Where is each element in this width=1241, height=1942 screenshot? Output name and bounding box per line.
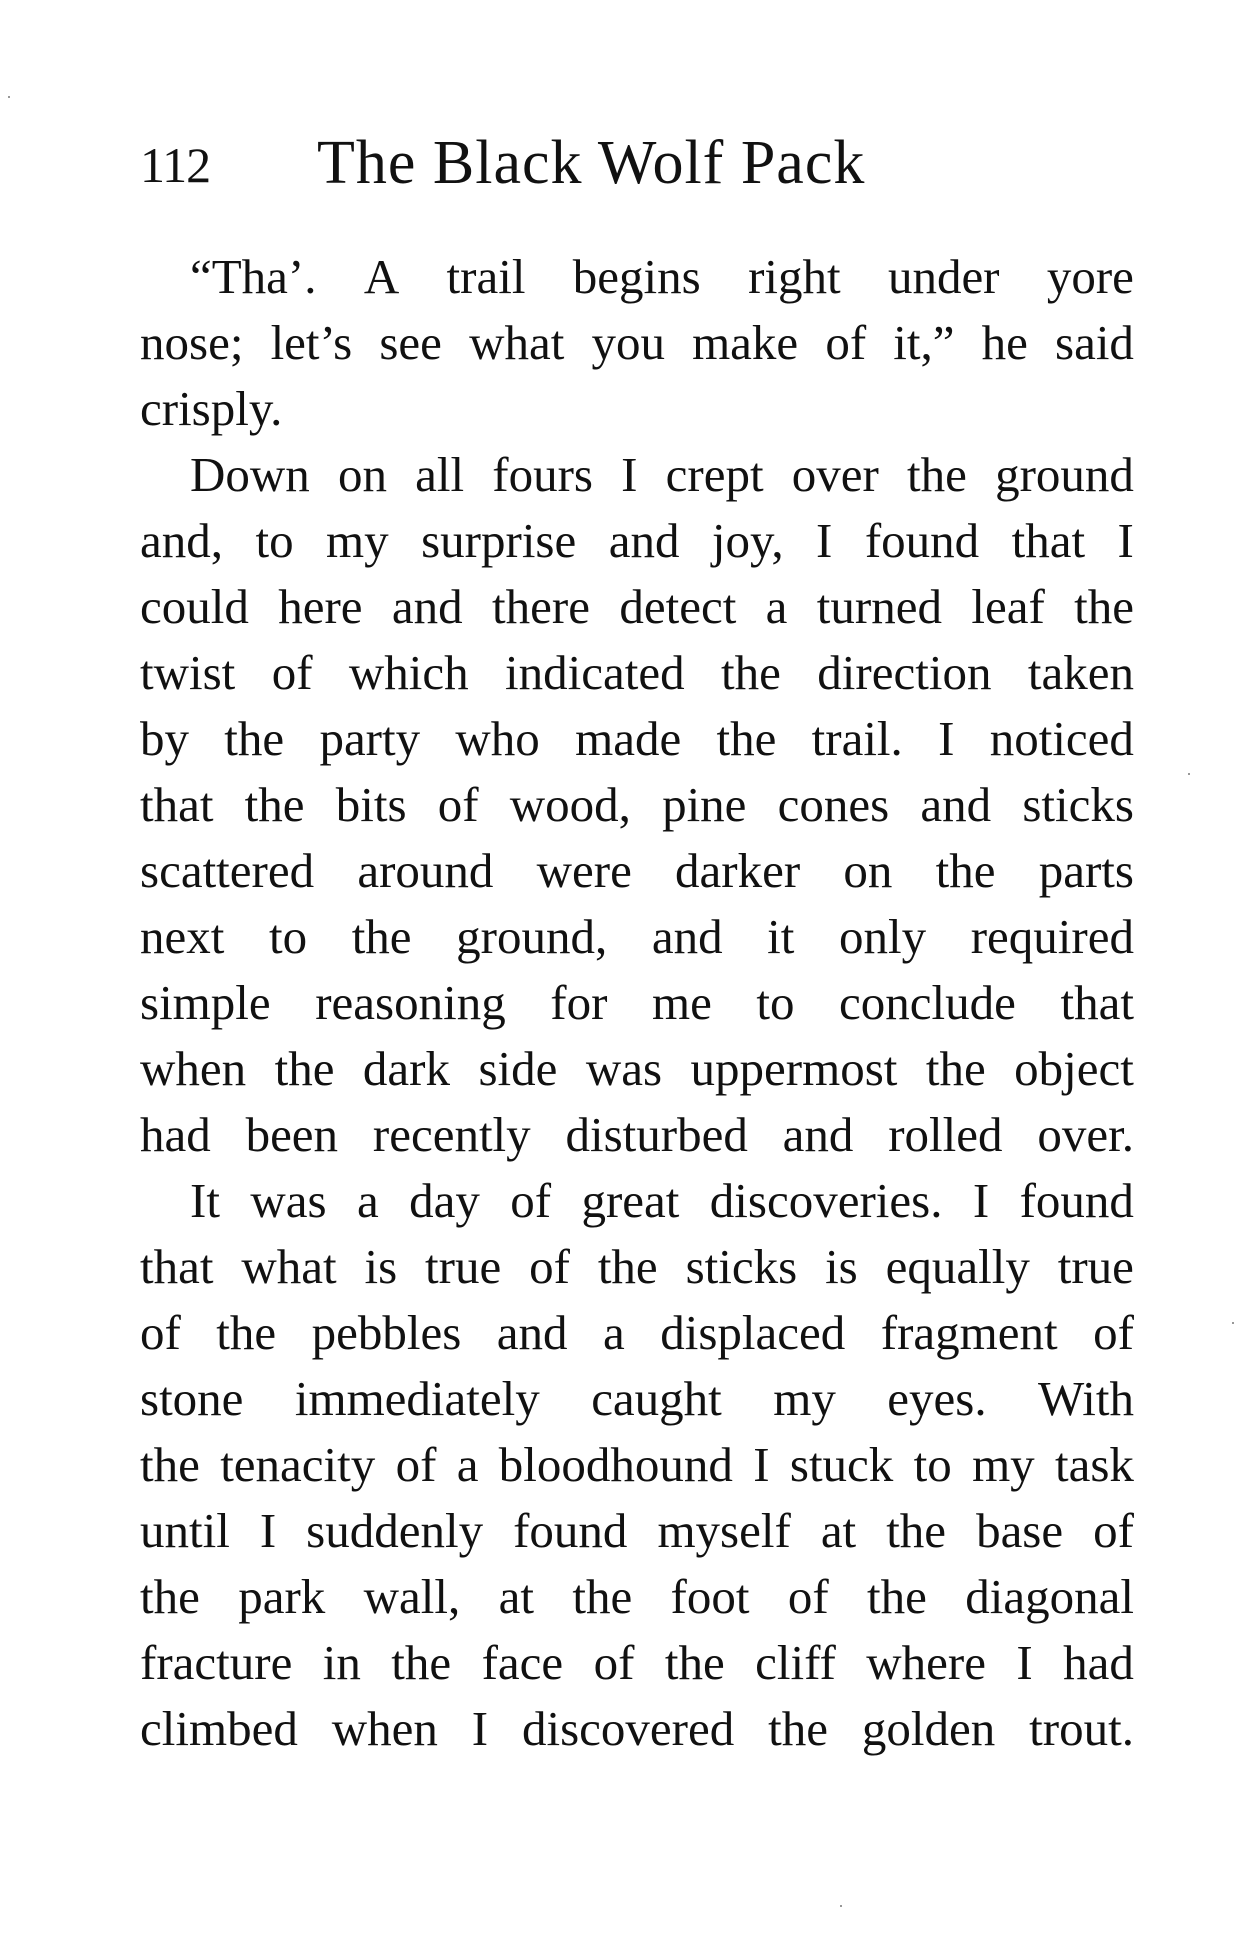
- word: the: [140, 1569, 200, 1624]
- word: who: [455, 711, 540, 766]
- word: the: [216, 1305, 277, 1360]
- scan-speck: [1188, 773, 1190, 775]
- word: surprise: [421, 513, 577, 568]
- word: park: [238, 1569, 326, 1624]
- word: my: [773, 1371, 836, 1426]
- text-line: [140, 310, 1134, 376]
- word: indicated: [505, 645, 685, 700]
- word: was: [585, 1041, 663, 1096]
- word: bloodhound: [498, 1437, 733, 1492]
- word: climbed: [140, 1701, 298, 1756]
- word: diagonal: [965, 1569, 1134, 1624]
- word: the: [224, 711, 285, 766]
- word: trail: [446, 249, 526, 304]
- word: displaced: [660, 1305, 846, 1360]
- word: of: [787, 1569, 829, 1624]
- word: until: [140, 1503, 230, 1558]
- word: face: [481, 1635, 564, 1690]
- page-number: 112: [140, 137, 211, 193]
- word: ground: [995, 447, 1134, 502]
- word: at: [498, 1569, 534, 1624]
- word: stuck: [789, 1437, 894, 1492]
- word: and: [651, 909, 723, 964]
- word: and: [496, 1305, 568, 1360]
- word: the: [664, 1635, 725, 1690]
- word: recently: [372, 1107, 531, 1162]
- word: here: [278, 579, 363, 634]
- word: of: [1093, 1503, 1134, 1558]
- word: the: [925, 1041, 986, 1096]
- word: on: [843, 843, 893, 898]
- word: great: [581, 1173, 680, 1228]
- word: was: [250, 1173, 327, 1228]
- word: nose;: [140, 315, 244, 370]
- word: of: [825, 315, 867, 370]
- word: of: [395, 1437, 437, 1492]
- word: next: [140, 909, 225, 964]
- word: that: [140, 1239, 214, 1294]
- scan-speck: [8, 96, 10, 98]
- word: on: [337, 447, 387, 502]
- word: that: [1060, 975, 1134, 1030]
- word: it,”: [893, 315, 955, 370]
- text-line: [140, 574, 1134, 640]
- word: the: [572, 1569, 633, 1624]
- word: that: [1011, 513, 1086, 568]
- word: day: [409, 1173, 480, 1228]
- word: I: [938, 711, 955, 766]
- word: required: [970, 909, 1134, 964]
- word: when: [140, 1041, 247, 1096]
- word: all: [415, 447, 465, 502]
- word: party: [319, 711, 421, 766]
- word: of: [593, 1635, 635, 1690]
- word: the: [351, 909, 412, 964]
- word: the: [721, 645, 781, 700]
- word: to: [756, 975, 795, 1030]
- word: over: [791, 447, 879, 502]
- word: wall,: [363, 1569, 461, 1624]
- word: to: [268, 909, 308, 964]
- word: A: [363, 249, 400, 304]
- text-line: [140, 970, 1134, 1036]
- word: ground,: [456, 909, 608, 964]
- word: were: [536, 843, 632, 898]
- word: simple: [140, 975, 271, 1030]
- word: the: [1074, 579, 1134, 634]
- word: fours: [492, 447, 593, 502]
- word: at: [820, 1503, 857, 1558]
- word: the: [716, 711, 777, 766]
- word: that: [140, 777, 214, 832]
- word: the: [140, 1437, 200, 1492]
- scan-speck: [1232, 1322, 1234, 1324]
- word: said: [1055, 315, 1134, 370]
- word: foot: [670, 1569, 750, 1624]
- text-line: [140, 442, 1134, 508]
- word: conclude: [839, 975, 1016, 1030]
- word: crisply.: [140, 381, 283, 436]
- word: dark: [362, 1041, 450, 1096]
- word: It: [190, 1173, 220, 1228]
- word: the: [597, 1239, 658, 1294]
- word: noticed: [989, 711, 1134, 766]
- word: golden: [861, 1701, 996, 1756]
- page-header: [140, 128, 1140, 208]
- word: reasoning: [315, 975, 506, 1030]
- word: of: [510, 1173, 552, 1228]
- word: suddenly: [306, 1503, 484, 1558]
- word: discoveries.: [709, 1173, 943, 1228]
- word: right: [748, 249, 841, 304]
- word: of: [140, 1305, 181, 1360]
- word: the: [244, 777, 305, 832]
- running-title: The Black Wolf Pack: [317, 129, 866, 197]
- word: detect: [619, 579, 737, 634]
- word: I: [621, 447, 638, 502]
- text-line: [140, 1168, 1134, 1234]
- text-line: [140, 1234, 1134, 1300]
- word: of: [271, 645, 313, 700]
- word: had: [140, 1107, 211, 1162]
- word: true: [1057, 1239, 1134, 1294]
- word: the: [935, 843, 996, 898]
- word: cliff: [755, 1635, 836, 1690]
- scan-speck: [840, 1905, 842, 1907]
- word: With: [1037, 1371, 1134, 1426]
- word: immediately: [294, 1371, 540, 1426]
- word: of: [1093, 1305, 1134, 1360]
- text-line: [140, 244, 1134, 310]
- word: of: [529, 1239, 570, 1294]
- word: the: [907, 447, 967, 502]
- word: a: [456, 1437, 479, 1492]
- word: I: [471, 1701, 489, 1756]
- word: over.: [1037, 1107, 1134, 1162]
- word: taken: [1027, 645, 1134, 700]
- word: of: [437, 777, 479, 832]
- word: by: [140, 711, 189, 766]
- word: me: [651, 975, 712, 1030]
- word: where: [866, 1635, 986, 1690]
- word: is: [825, 1239, 858, 1294]
- word: made: [575, 711, 682, 766]
- text-line: [140, 1036, 1134, 1102]
- word: the: [886, 1503, 947, 1558]
- word: task: [1055, 1437, 1134, 1492]
- word: had: [1063, 1635, 1134, 1690]
- word: and,: [140, 513, 223, 568]
- word: rolled: [888, 1107, 1003, 1162]
- word: make: [692, 315, 799, 370]
- word: disturbed: [565, 1107, 748, 1162]
- text-line: [140, 1564, 1134, 1630]
- word: found: [513, 1503, 628, 1558]
- word: side: [478, 1041, 558, 1096]
- word: the: [867, 1569, 927, 1624]
- word: crept: [665, 447, 764, 502]
- word: to: [913, 1437, 952, 1492]
- word: which: [348, 645, 469, 700]
- text-line: [140, 1432, 1134, 1498]
- text-line: [140, 838, 1134, 904]
- body-text: [140, 244, 1134, 1762]
- word: see: [379, 315, 442, 370]
- word: Down: [190, 447, 310, 502]
- word: under: [887, 249, 1000, 304]
- word: I: [259, 1503, 277, 1558]
- word: stone: [140, 1371, 244, 1426]
- text-line: [140, 376, 1134, 442]
- text-line: [140, 1102, 1134, 1168]
- word: tenacity: [220, 1437, 376, 1492]
- word: the: [768, 1701, 828, 1756]
- word: in: [322, 1635, 361, 1690]
- word: I: [972, 1173, 990, 1228]
- text-line: [140, 508, 1134, 574]
- word: begins: [572, 249, 701, 304]
- word: darker: [675, 843, 801, 898]
- word: sticks: [1022, 777, 1134, 832]
- word: around: [357, 843, 494, 898]
- word: and: [782, 1107, 854, 1162]
- text-line: [140, 1366, 1134, 1432]
- word: he: [981, 315, 1028, 370]
- word: cones: [777, 777, 890, 832]
- word: leaf: [971, 579, 1045, 634]
- word: equally: [885, 1239, 1030, 1294]
- word: been: [245, 1107, 339, 1162]
- word: trout.: [1029, 1701, 1134, 1756]
- word: myself: [657, 1503, 791, 1558]
- word: my: [326, 513, 389, 568]
- word: discovered: [521, 1701, 735, 1756]
- word: object: [1014, 1041, 1134, 1096]
- word: wood,: [509, 777, 631, 832]
- word: a: [356, 1173, 379, 1228]
- word: my: [972, 1437, 1035, 1492]
- word: you: [591, 315, 665, 370]
- text-line: [140, 1498, 1134, 1564]
- word: found: [1019, 1173, 1134, 1228]
- text-line: [140, 706, 1134, 772]
- word: pine: [662, 777, 747, 832]
- word: is: [364, 1239, 398, 1294]
- word: found: [864, 513, 980, 568]
- word: I: [816, 513, 833, 568]
- word: a: [765, 579, 788, 634]
- text-line: [140, 1696, 1134, 1762]
- word: “Tha’.: [190, 249, 317, 304]
- word: caught: [591, 1371, 722, 1426]
- word: trail.: [811, 711, 903, 766]
- word: direction: [817, 645, 992, 700]
- text-line: [140, 1630, 1134, 1696]
- word: what: [469, 315, 565, 370]
- word: bits: [335, 777, 407, 832]
- text-line: [140, 640, 1134, 706]
- word: when: [331, 1701, 438, 1756]
- word: parts: [1038, 843, 1134, 898]
- word: it: [767, 909, 795, 964]
- text-line: [140, 904, 1134, 970]
- text-line: [140, 772, 1134, 838]
- word: only: [839, 909, 927, 964]
- word: fragment: [880, 1305, 1058, 1360]
- word: the: [274, 1041, 335, 1096]
- word: I: [1117, 513, 1134, 568]
- word: and: [920, 777, 992, 832]
- word: yore: [1046, 249, 1134, 304]
- word: turned: [816, 579, 942, 634]
- word: sticks: [685, 1239, 798, 1294]
- word: eyes.: [887, 1371, 987, 1426]
- word: to: [255, 513, 294, 568]
- word: and: [391, 579, 463, 634]
- word: fracture: [140, 1635, 293, 1690]
- word: pebbles: [311, 1305, 462, 1360]
- word: what: [241, 1239, 337, 1294]
- word: twist: [140, 645, 236, 700]
- word: joy,: [711, 513, 784, 568]
- text-line: [140, 1300, 1134, 1366]
- word: a: [603, 1305, 625, 1360]
- word: true: [425, 1239, 502, 1294]
- word: and: [608, 513, 680, 568]
- word: let’s: [270, 315, 353, 370]
- word: could: [140, 579, 249, 634]
- word: for: [550, 975, 608, 1030]
- word: base: [976, 1503, 1064, 1558]
- word: there: [492, 579, 590, 634]
- word: uppermost: [690, 1041, 898, 1096]
- word: the: [391, 1635, 452, 1690]
- word: scattered: [140, 843, 315, 898]
- word: I: [1016, 1635, 1033, 1690]
- word: I: [753, 1437, 770, 1492]
